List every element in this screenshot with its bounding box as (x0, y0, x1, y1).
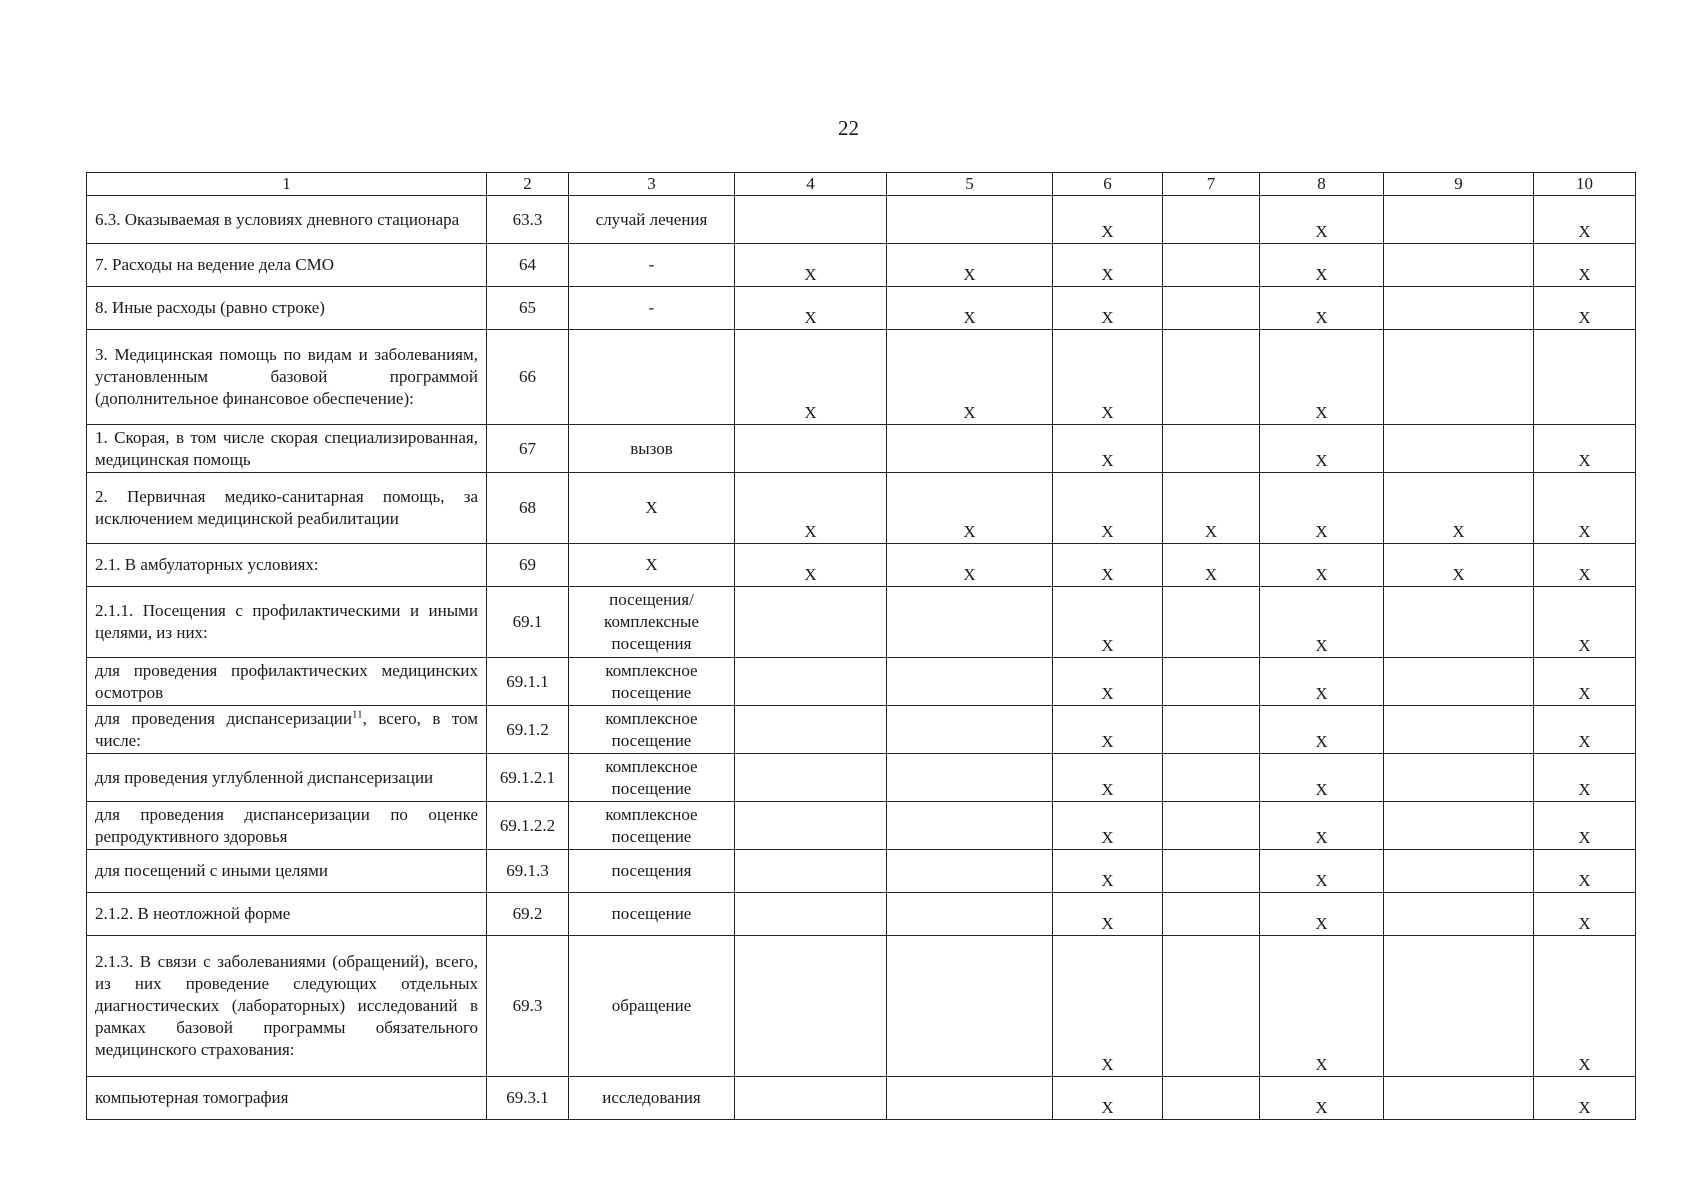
row-code: 68 (487, 473, 569, 544)
mark-cell: Х (1260, 850, 1384, 893)
row-name: 1. Скорая, в том числе скорая специализированная, медицинская помощь (87, 425, 487, 473)
table-body (87, 173, 1636, 1120)
mark-cell: Х (1260, 893, 1384, 936)
row-unit: комплексное посещение (569, 754, 735, 802)
mark-cell: Х (1053, 587, 1163, 658)
mark-cell: Х (1534, 893, 1636, 936)
mark-cell (735, 893, 887, 936)
row-name: 8. Иные расходы (равно строке) (87, 287, 487, 330)
mark-cell: Х (1053, 936, 1163, 1077)
mark-cell (735, 706, 887, 754)
row-unit: комплексное посещение (569, 802, 735, 850)
mark-cell: Х (1534, 425, 1636, 473)
mark-cell: Х (1534, 587, 1636, 658)
mark-cell: Х (1260, 473, 1384, 544)
row-name: 3. Медицинская помощь по видам и заболеваниям, установленным базовой программой (дополнительное финансовое обеспечение): (87, 330, 487, 425)
row-name: компьютерная томография (87, 1077, 487, 1120)
table-row (87, 936, 1636, 1077)
row-unit: Х (569, 473, 735, 544)
mark-cell (1384, 330, 1534, 425)
table-row (87, 544, 1636, 587)
mark-cell (735, 850, 887, 893)
table-row (87, 706, 1636, 754)
row-unit: посещения (569, 850, 735, 893)
mark-cell (1163, 330, 1260, 425)
mark-cell: Х (735, 287, 887, 330)
column-header: 1 (87, 173, 487, 196)
mark-cell: Х (1163, 473, 1260, 544)
mark-cell: Х (1534, 936, 1636, 1077)
form-table (86, 172, 1636, 1120)
row-unit: комплексное посещение (569, 706, 735, 754)
footnote-ref: 11 (351, 707, 363, 720)
row-unit: случай лечения (569, 196, 735, 244)
mark-cell: Х (887, 244, 1053, 287)
row-name: 2.1.1. Посещения с профилактическими и иными целями, из них: (87, 587, 487, 658)
mark-cell (887, 936, 1053, 1077)
row-name: для проведения диспансеризации по оценке репродуктивного здоровья (87, 802, 487, 850)
row-code: 69.1.2.1 (487, 754, 569, 802)
mark-cell (735, 802, 887, 850)
header-row (87, 173, 1636, 196)
mark-cell (1163, 1077, 1260, 1120)
page-number: 22 (838, 116, 859, 140)
row-unit: посещения/комплексные посещения (569, 587, 735, 658)
row-name: для проведения профилактических медицинских осмотров (87, 658, 487, 706)
mark-cell (887, 1077, 1053, 1120)
mark-cell: Х (1053, 287, 1163, 330)
row-unit: - (569, 244, 735, 287)
row-code: 69.3 (487, 936, 569, 1077)
table-row (87, 244, 1636, 287)
mark-cell: Х (1053, 893, 1163, 936)
mark-cell (1163, 287, 1260, 330)
table-row (87, 754, 1636, 802)
mark-cell (1384, 244, 1534, 287)
row-code: 63.3 (487, 196, 569, 244)
mark-cell: Х (1053, 244, 1163, 287)
row-name: для посещений с иными целями (87, 850, 487, 893)
column-header: 5 (887, 173, 1053, 196)
mark-cell: Х (1534, 706, 1636, 754)
row-code: 66 (487, 330, 569, 425)
column-header: 8 (1260, 173, 1384, 196)
mark-cell: Х (1053, 754, 1163, 802)
mark-cell: Х (887, 473, 1053, 544)
mark-cell: Х (735, 544, 887, 587)
mark-cell: Х (1534, 754, 1636, 802)
column-header: 6 (1053, 173, 1163, 196)
row-code: 69 (487, 544, 569, 587)
mark-cell (1163, 658, 1260, 706)
mark-cell: Х (1260, 802, 1384, 850)
mark-cell (887, 196, 1053, 244)
row-name: для проведения углубленной диспансеризации (87, 754, 487, 802)
row-name: 6.3. Оказываемая в условиях дневного стационара (87, 196, 487, 244)
table-row (87, 850, 1636, 893)
mark-cell: Х (1053, 802, 1163, 850)
mark-cell: Х (1534, 658, 1636, 706)
row-unit: вызов (569, 425, 735, 473)
row-code: 69.1.3 (487, 850, 569, 893)
mark-cell (887, 658, 1053, 706)
mark-cell: Х (1053, 658, 1163, 706)
mark-cell (735, 936, 887, 1077)
mark-cell: Х (1260, 287, 1384, 330)
row-code: 69.2 (487, 893, 569, 936)
table-row (87, 802, 1636, 850)
row-code: 67 (487, 425, 569, 473)
mark-cell (1384, 802, 1534, 850)
mark-cell: Х (1534, 544, 1636, 587)
mark-cell (1384, 893, 1534, 936)
mark-cell (1384, 1077, 1534, 1120)
row-code: 69.3.1 (487, 1077, 569, 1120)
mark-cell: Х (887, 330, 1053, 425)
mark-cell: Х (1053, 850, 1163, 893)
mark-cell (1163, 587, 1260, 658)
row-unit: комплексное посещение (569, 658, 735, 706)
mark-cell (887, 850, 1053, 893)
mark-cell (1384, 706, 1534, 754)
mark-cell: Х (735, 473, 887, 544)
mark-cell: Х (1384, 473, 1534, 544)
mark-cell (887, 706, 1053, 754)
row-code: 69.1.1 (487, 658, 569, 706)
mark-cell (1384, 936, 1534, 1077)
mark-cell: Х (1534, 287, 1636, 330)
mark-cell (1163, 706, 1260, 754)
mark-cell (1384, 196, 1534, 244)
row-code: 69.1 (487, 587, 569, 658)
mark-cell (1384, 425, 1534, 473)
mark-cell: Х (1534, 244, 1636, 287)
mark-cell: Х (1053, 473, 1163, 544)
row-name: 7. Расходы на ведение дела СМО (87, 244, 487, 287)
mark-cell: Х (1534, 850, 1636, 893)
table-row (87, 287, 1636, 330)
mark-cell: Х (1384, 544, 1534, 587)
mark-cell (1163, 244, 1260, 287)
mark-cell: Х (1534, 196, 1636, 244)
mark-cell: Х (1053, 330, 1163, 425)
mark-cell (887, 802, 1053, 850)
mark-cell (1163, 425, 1260, 473)
row-unit (569, 330, 735, 425)
table-row (87, 1077, 1636, 1120)
mark-cell: Х (1534, 1077, 1636, 1120)
mark-cell (1163, 754, 1260, 802)
mark-cell (1163, 893, 1260, 936)
mark-cell (1163, 936, 1260, 1077)
mark-cell (887, 893, 1053, 936)
column-header: 9 (1384, 173, 1534, 196)
mark-cell (1163, 196, 1260, 244)
mark-cell (735, 196, 887, 244)
mark-cell (887, 425, 1053, 473)
mark-cell: Х (1260, 425, 1384, 473)
mark-cell: Х (1053, 196, 1163, 244)
mark-cell: Х (1053, 544, 1163, 587)
mark-cell: Х (1260, 706, 1384, 754)
mark-cell: Х (1163, 544, 1260, 587)
mark-cell (735, 425, 887, 473)
mark-cell (1384, 658, 1534, 706)
column-header: 4 (735, 173, 887, 196)
mark-cell (1384, 287, 1534, 330)
mark-cell (1384, 850, 1534, 893)
row-name: для проведения диспансеризации$^{11}$, всего, в том числе: (87, 706, 487, 754)
table-row (87, 473, 1636, 544)
mark-cell (887, 754, 1053, 802)
table-row (87, 587, 1636, 658)
mark-cell: Х (1260, 754, 1384, 802)
row-code: 69.1.2 (487, 706, 569, 754)
mark-cell: Х (1053, 706, 1163, 754)
table-row (87, 425, 1636, 473)
mark-cell (735, 1077, 887, 1120)
column-header: 2 (487, 173, 569, 196)
row-code: 64 (487, 244, 569, 287)
column-header: 3 (569, 173, 735, 196)
mark-cell (735, 658, 887, 706)
table-row (87, 658, 1636, 706)
mark-cell (1384, 587, 1534, 658)
mark-cell: Х (1534, 473, 1636, 544)
table-row (87, 330, 1636, 425)
mark-cell: Х (735, 244, 887, 287)
mark-cell: Х (1053, 1077, 1163, 1120)
column-header: 7 (1163, 173, 1260, 196)
mark-cell: Х (1534, 802, 1636, 850)
mark-cell: Х (1053, 425, 1163, 473)
mark-cell (1163, 850, 1260, 893)
row-code: 65 (487, 287, 569, 330)
mark-cell (735, 754, 887, 802)
mark-cell (1163, 802, 1260, 850)
mark-cell: Х (1260, 196, 1384, 244)
mark-cell: Х (887, 544, 1053, 587)
row-unit: - (569, 287, 735, 330)
mark-cell: Х (1260, 936, 1384, 1077)
row-name: 2. Первичная медико-санитарная помощь, за исключением медицинской реабилитации (87, 473, 487, 544)
mark-cell: Х (1260, 330, 1384, 425)
row-code: 69.1.2.2 (487, 802, 569, 850)
mark-cell (887, 587, 1053, 658)
row-unit: обращение (569, 936, 735, 1077)
mark-cell: Х (1260, 658, 1384, 706)
mark-cell: Х (1260, 587, 1384, 658)
row-unit: Х (569, 544, 735, 587)
mark-cell: Х (887, 287, 1053, 330)
mark-cell (1384, 754, 1534, 802)
row-unit: посещение (569, 893, 735, 936)
mark-cell: Х (1260, 1077, 1384, 1120)
table-row (87, 196, 1636, 244)
row-name: 2.1. В амбулаторных условиях: (87, 544, 487, 587)
mark-cell: Х (1260, 544, 1384, 587)
row-name: 2.1.2. В неотложной форме (87, 893, 487, 936)
table-row (87, 893, 1636, 936)
row-name: 2.1.3. В связи с заболеваниями (обращений), всего, из них проведение следующих отдельных диагностических (лабораторных) исследований в рамках базовой программы обязательного медицинского страхования: (87, 936, 487, 1077)
column-header: 10 (1534, 173, 1636, 196)
mark-cell: Х (735, 330, 887, 425)
mark-cell (1534, 330, 1636, 425)
mark-cell: Х (1260, 244, 1384, 287)
row-unit: исследования (569, 1077, 735, 1120)
mark-cell (735, 587, 887, 658)
